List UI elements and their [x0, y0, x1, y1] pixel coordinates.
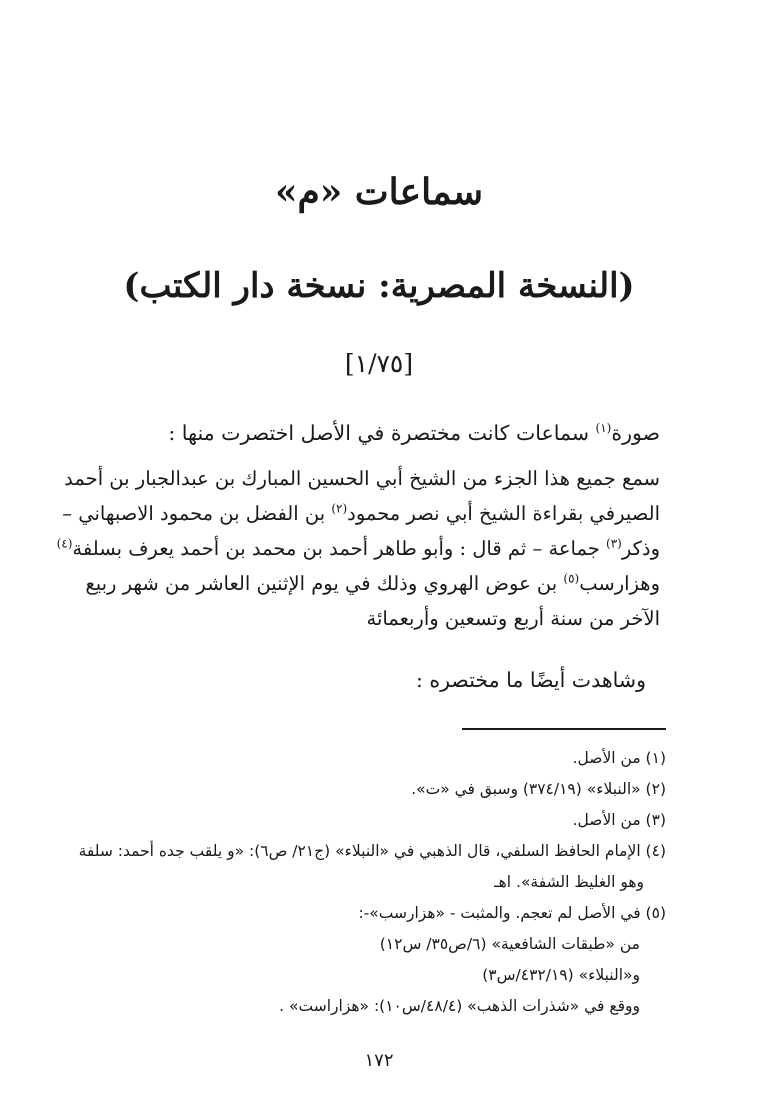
footnote-1: (١) من الأصل. — [572, 749, 666, 767]
body-line-4 — [85, 566, 660, 601]
footnote-5-line-3: و«النبلاء» (٤٣٢/١٩/س٣) — [482, 966, 640, 984]
body-line-2-part-b: بن الفضل بن محمود الاصبهاني – — [62, 502, 332, 525]
footnote-5-line-2: من «طبقات الشافعية» (٦/ص٣٥/ س١٢) — [379, 935, 640, 953]
intro-paragraph — [100, 413, 660, 453]
page-subtitle: (النسخة المصرية: نسخة دار الكتب) — [123, 266, 635, 306]
body-line-2-part-a: الصيرفي بقراءة الشيخ أبي نصر محمود — [347, 502, 660, 525]
body-line-3 — [56, 531, 660, 566]
footnote-5-line-1: (٥) في الأصل لم تعجم. والمثبت - «هزارسب»-: — [358, 904, 666, 922]
footnotes — [78, 743, 666, 1022]
page-title: سماعات «م» — [274, 171, 484, 213]
footnote-divider — [462, 728, 666, 730]
footnote-ref-1[interactable]: (١) — [595, 421, 612, 436]
folio-reference: [١/٧٥] — [344, 349, 414, 378]
footnote-4-line-2: وهو الغليظ الشفة». اهـ — [494, 873, 644, 891]
intro-word: صورة — [611, 421, 660, 445]
footnote-2: (٢) «النبلاء» (٣٧٤/١٩) وسبق في «ت». — [411, 780, 666, 798]
body-line-4-part-a: وهزارسب — [579, 572, 660, 595]
body-line-2 — [62, 496, 660, 531]
footnote-3: (٣) من الأصل. — [572, 811, 666, 829]
footnote-ref-3[interactable]: (٣) — [606, 536, 622, 551]
body-line-3-part-a: وذكر — [621, 537, 660, 560]
body-line-1: سمع جميع هذا الجزء من الشيخ أبي الحسين المبارك بن عبدالجبار بن أحمد — [64, 467, 660, 490]
footnote-ref-4[interactable]: (٤) — [56, 536, 73, 551]
footnote-5-line-4: ووقع في «شذرات الذهب» (٤٨/٤/س١٠): «هزاراست» . — [279, 997, 640, 1015]
body-line-4-part-b: بن عوض الهروي وذلك في يوم الإثنين العاشر من شهر ربيع — [85, 572, 564, 595]
footnote-ref-2[interactable]: (٢) — [331, 501, 348, 516]
page-number: ١٧٢ — [364, 1050, 394, 1071]
footnote-ref-5[interactable]: (٥) — [563, 571, 580, 586]
audition-record — [56, 461, 660, 636]
body-line-5: الآخر من سنة أربع وتسعين وأربعمائة — [366, 607, 660, 630]
footnote-4-line-1: (٤) الإمام الحافظ السلفي، قال الذهبي في «النبلاء» (ج٢١/ ص٦): «و يلقب جده أحمد: سلفة — [78, 842, 666, 860]
body-line-3-part-b: جماعة – ثم قال : وأبو طاهر أحمد بن محمد بن أحمد يعرف بسلفة — [72, 537, 607, 560]
closing-line: وشاهدت أيضًا ما مختصره : — [415, 668, 646, 692]
intro-rest: سماعات كانت مختصرة في الأصل اختصرت منها : — [168, 421, 596, 445]
